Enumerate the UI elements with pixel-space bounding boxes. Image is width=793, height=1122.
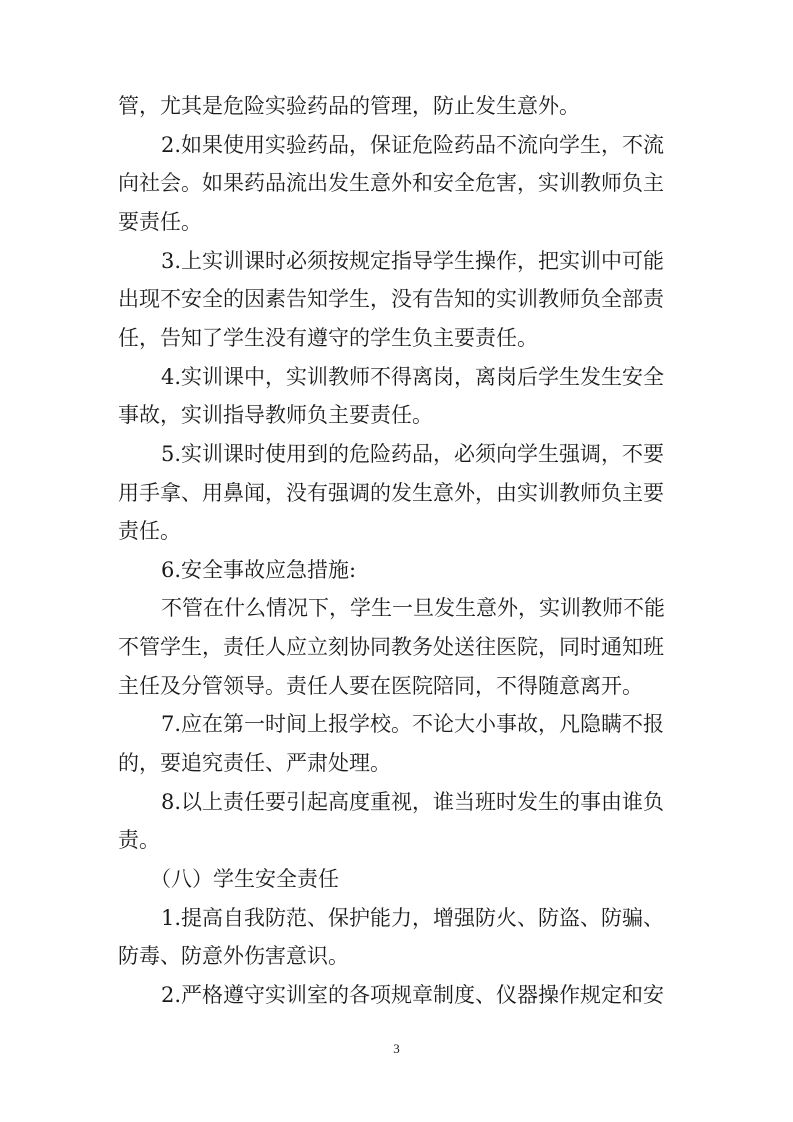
text-line: 防毒、防意外伤害意识。 [118, 944, 349, 968]
text-line: 的，要追究责任、严肃处理。 [118, 751, 391, 775]
text-line: 向社会。如果药品流出发生意外和安全危害，实训教师负主 [118, 171, 664, 195]
text-line: 1.提高自我防范、保护能力，增强防火、防盗、防骗、 [161, 906, 665, 930]
text-line: 责任。 [118, 519, 181, 543]
text-line: 3.上实训课时必须按规定指导学生操作，把实训中可能 [161, 249, 665, 273]
text-line: 8.以上责任要引起高度重视，谁当班时发生的事由谁负 [161, 790, 665, 814]
text-line: 管，尤其是危险实验药品的管理，防止发生意外。 [118, 94, 580, 118]
text-line: 5.实训课时使用到的危险药品，必须向学生强调，不要 [161, 442, 665, 466]
text-line: 2.如果使用实验药品，保证危险药品不流向学生，不流 [161, 133, 665, 157]
section-heading: （八）学生安全责任 [150, 867, 339, 891]
text-line: 事故，实训指导教师负主要责任。 [118, 403, 433, 427]
page-number: 3 [393, 1041, 400, 1056]
text-line: 要责任。 [118, 210, 202, 234]
text-line: 用手拿、用鼻闻，没有强调的发生意外，由实训教师负主要 [118, 481, 664, 505]
text-line: 任，告知了学生没有遵守的学生负主要责任。 [118, 326, 538, 350]
text-line: 不管学生，责任人应立刻协同教务处送往医院，同时通知班 [118, 635, 664, 659]
text-line: 责。 [118, 828, 160, 852]
text-line: 7.应在第一时间上报学校。不论大小事故，凡隐瞒不报 [161, 712, 665, 736]
text-line: 出现不安全的因素告知学生，没有告知的实训教师负全部责 [118, 287, 664, 311]
text-line: 2.严格遵守实训室的各项规章制度、仪器操作规定和安 [161, 983, 665, 1007]
text-line: 主任及分管领导。责任人要在医院陪同，不得随意离开。 [118, 674, 643, 698]
text-line: 不管在什么情况下，学生一旦发生意外，实训教师不能 [161, 596, 665, 620]
text-line: 6.安全事故应急措施: [161, 558, 357, 582]
text-line: 4.实训课中，实训教师不得离岗，离岗后学生发生安全 [161, 365, 665, 389]
